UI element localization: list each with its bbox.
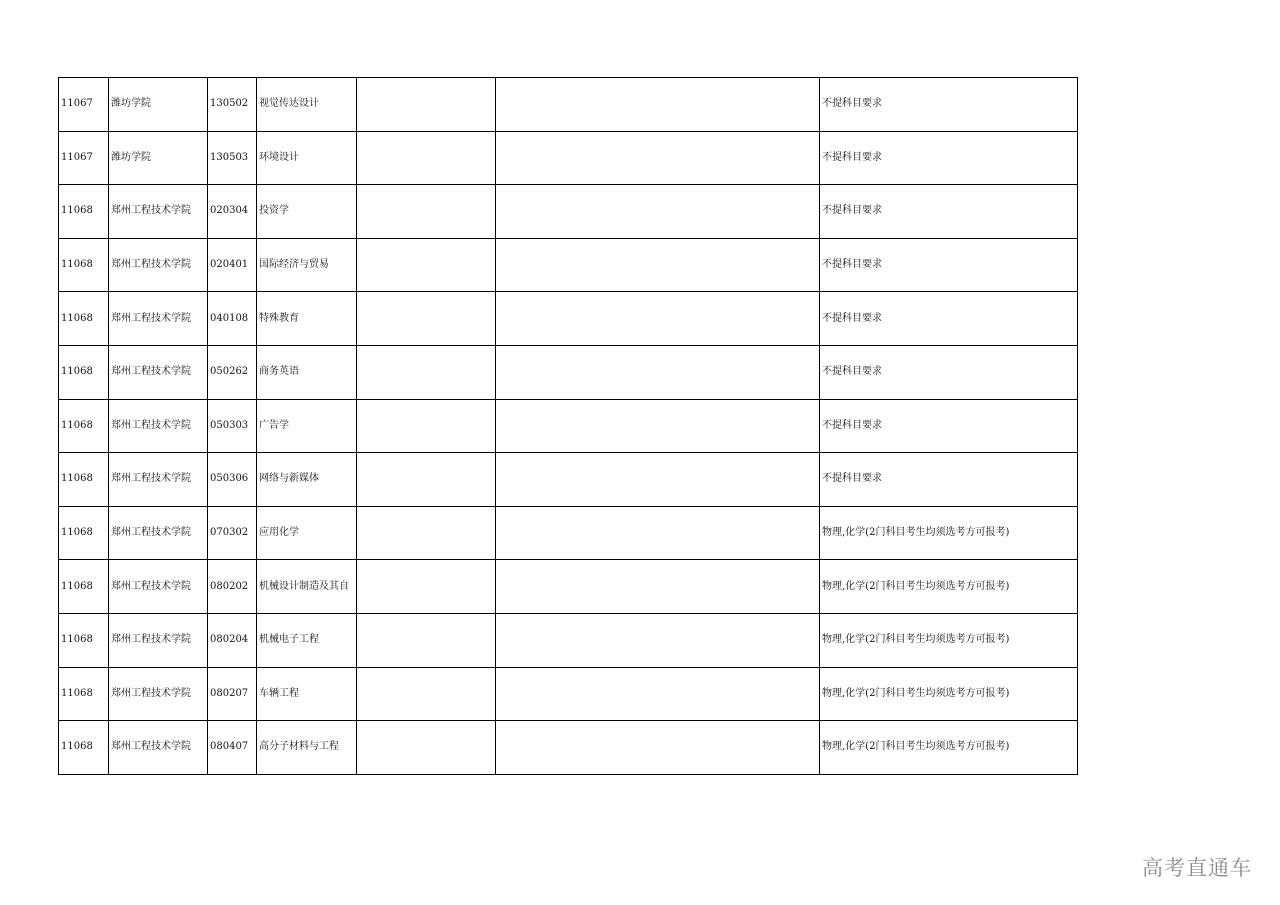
major-name-cell: 投资学 <box>257 185 357 239</box>
institution-name-cell: 潍坊学院 <box>109 78 208 132</box>
major-name-cell: 机械设计制造及其自 <box>257 560 357 614</box>
blank-cell <box>357 185 496 239</box>
blank-cell <box>496 131 820 185</box>
subject-requirement-cell: 不提科目要求 <box>820 292 1078 346</box>
blank-cell <box>496 292 820 346</box>
institution-name-cell: 郑州工程技术学院 <box>109 292 208 346</box>
institution-code-cell: 11068 <box>59 185 109 239</box>
subject-requirement-cell: 不提科目要求 <box>820 238 1078 292</box>
major-name-cell: 特殊教育 <box>257 292 357 346</box>
major-name-cell: 网络与新媒体 <box>257 453 357 507</box>
blank-cell <box>357 667 496 721</box>
blank-cell <box>357 560 496 614</box>
blank-cell <box>496 506 820 560</box>
table-row <box>59 345 1078 399</box>
institution-name-cell: 郑州工程技术学院 <box>109 185 208 239</box>
major-code-cell: 050303 <box>208 399 257 453</box>
blank-cell <box>357 345 496 399</box>
subject-requirement-cell: 物理,化学(2门科目考生均须选考方可报考) <box>820 560 1078 614</box>
table-row <box>59 506 1078 560</box>
institution-code-cell: 11068 <box>59 560 109 614</box>
blank-cell <box>357 506 496 560</box>
major-code-cell: 050306 <box>208 453 257 507</box>
table-body <box>59 78 1078 775</box>
subject-requirement-cell: 物理,化学(2门科目考生均须选考方可报考) <box>820 667 1078 721</box>
blank-cell <box>496 667 820 721</box>
major-name-cell: 机械电子工程 <box>257 613 357 667</box>
major-code-cell: 080204 <box>208 613 257 667</box>
institution-name-cell: 郑州工程技术学院 <box>109 453 208 507</box>
major-code-cell: 040108 <box>208 292 257 346</box>
major-code-cell: 080407 <box>208 721 257 775</box>
blank-cell <box>496 78 820 132</box>
blank-cell <box>496 238 820 292</box>
institution-code-cell: 11068 <box>59 721 109 775</box>
table-row <box>59 721 1078 775</box>
subject-requirement-cell: 不提科目要求 <box>820 453 1078 507</box>
table-row <box>59 560 1078 614</box>
institution-name-cell: 郑州工程技术学院 <box>109 613 208 667</box>
institution-name-cell: 郑州工程技术学院 <box>109 721 208 775</box>
major-code-cell: 130503 <box>208 131 257 185</box>
institution-code-cell: 11068 <box>59 399 109 453</box>
institution-code-cell: 11068 <box>59 292 109 346</box>
blank-cell <box>357 131 496 185</box>
blank-cell <box>496 453 820 507</box>
major-name-cell: 视觉传达设计 <box>257 78 357 132</box>
institution-name-cell: 潍坊学院 <box>109 131 208 185</box>
major-code-cell: 070302 <box>208 506 257 560</box>
subject-requirement-cell: 不提科目要求 <box>820 185 1078 239</box>
watermark-text: 高考直通车 <box>1142 856 1252 880</box>
institution-code-cell: 11067 <box>59 131 109 185</box>
blank-cell <box>357 721 496 775</box>
institution-code-cell: 11068 <box>59 345 109 399</box>
major-name-cell: 国际经济与贸易 <box>257 238 357 292</box>
table-row <box>59 667 1078 721</box>
table-row <box>59 292 1078 346</box>
blank-cell <box>357 399 496 453</box>
major-code-cell: 080202 <box>208 560 257 614</box>
major-name-cell: 环境设计 <box>257 131 357 185</box>
institution-name-cell: 郑州工程技术学院 <box>109 399 208 453</box>
blank-cell <box>496 185 820 239</box>
subject-requirement-cell: 物理,化学(2门科目考生均须选考方可报考) <box>820 721 1078 775</box>
institution-name-cell: 郑州工程技术学院 <box>109 560 208 614</box>
table-row <box>59 78 1078 132</box>
major-code-cell: 020304 <box>208 185 257 239</box>
major-name-cell: 高分子材料与工程 <box>257 721 357 775</box>
institution-code-cell: 11068 <box>59 238 109 292</box>
blank-cell <box>357 78 496 132</box>
institution-code-cell: 11068 <box>59 613 109 667</box>
major-code-cell: 020401 <box>208 238 257 292</box>
major-code-cell: 130502 <box>208 78 257 132</box>
major-name-cell: 车辆工程 <box>257 667 357 721</box>
subject-requirement-cell: 不提科目要求 <box>820 345 1078 399</box>
blank-cell <box>496 560 820 614</box>
blank-cell <box>357 453 496 507</box>
institution-code-cell: 11067 <box>59 78 109 132</box>
table-row <box>59 399 1078 453</box>
subject-requirements-table <box>58 77 1078 775</box>
subject-requirement-cell: 物理,化学(2门科目考生均须选考方可报考) <box>820 506 1078 560</box>
blank-cell <box>357 238 496 292</box>
table-row <box>59 185 1078 239</box>
institution-name-cell: 郑州工程技术学院 <box>109 345 208 399</box>
table-row <box>59 131 1078 185</box>
institution-name-cell: 郑州工程技术学院 <box>109 506 208 560</box>
blank-cell <box>357 292 496 346</box>
blank-cell <box>496 345 820 399</box>
subject-requirement-cell: 不提科目要求 <box>820 78 1078 132</box>
institution-name-cell: 郑州工程技术学院 <box>109 238 208 292</box>
blank-cell <box>496 399 820 453</box>
major-code-cell: 050262 <box>208 345 257 399</box>
major-name-cell: 应用化学 <box>257 506 357 560</box>
major-name-cell: 广告学 <box>257 399 357 453</box>
institution-code-cell: 11068 <box>59 453 109 507</box>
blank-cell <box>496 613 820 667</box>
subject-requirement-cell: 不提科目要求 <box>820 131 1078 185</box>
major-code-cell: 080207 <box>208 667 257 721</box>
table-row <box>59 453 1078 507</box>
blank-cell <box>357 613 496 667</box>
blank-cell <box>496 721 820 775</box>
subject-requirement-cell: 不提科目要求 <box>820 399 1078 453</box>
major-name-cell: 商务英语 <box>257 345 357 399</box>
table-row <box>59 613 1078 667</box>
institution-name-cell: 郑州工程技术学院 <box>109 667 208 721</box>
subject-requirement-cell: 物理,化学(2门科目考生均须选考方可报考) <box>820 613 1078 667</box>
institution-code-cell: 11068 <box>59 667 109 721</box>
table-row <box>59 238 1078 292</box>
institution-code-cell: 11068 <box>59 506 109 560</box>
